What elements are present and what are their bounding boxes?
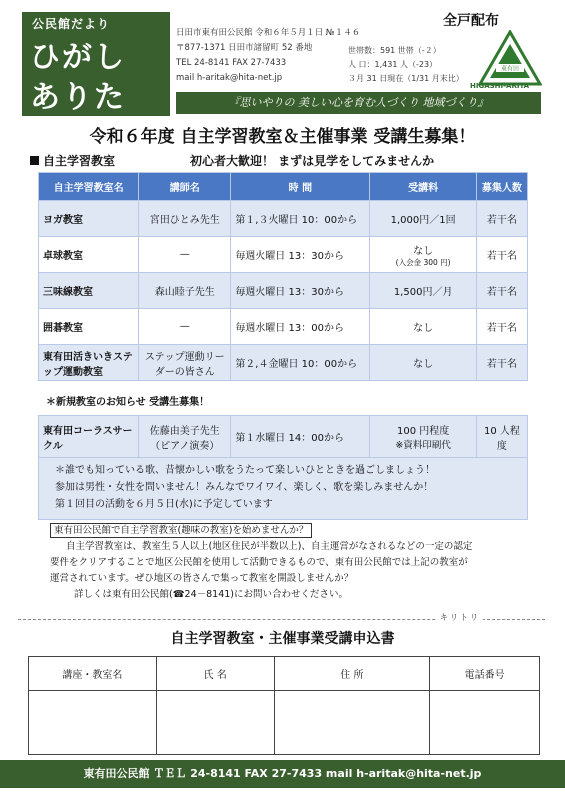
class-capacity: 若干名 [476, 237, 527, 273]
newsletter-subtitle: 公民館だより [32, 17, 111, 31]
chorus-section [38, 415, 528, 520]
page-headline: 令和６年度 自主学習教室＆主催事業 受講生募集！ [89, 127, 476, 147]
distribution-label: 全戸配布 [443, 13, 499, 29]
community-logo-icon [478, 30, 542, 86]
class-capacity: 若干名 [476, 201, 527, 237]
section-label [30, 152, 115, 169]
new-class-label: ＊新規教室のお知らせ 受講生募集！ [46, 397, 210, 408]
form-phone-field[interactable] [430, 691, 540, 755]
class-fee: なし [370, 345, 476, 381]
issue-info [176, 26, 360, 86]
form-name-field[interactable] [156, 691, 274, 755]
class-teacher: 森山睦子先生 [139, 273, 231, 309]
section-label-text: 自主学習教室 [43, 154, 116, 168]
class-teacher: 宮田ひとみ先生 [139, 201, 231, 237]
class-name: 三味線教室 [39, 273, 139, 309]
class-name: 東有田活きいきステップ運動教室 [39, 345, 139, 381]
header-capacity: 募集人数 [476, 173, 527, 201]
class-time: 第１,３火曜日 10：00から [231, 201, 370, 237]
class-teacher: — [139, 237, 231, 273]
header-time: 時 間 [231, 173, 370, 201]
chorus-time: 第１水曜日 14：00から [231, 416, 370, 458]
class-fee: 1,500円／月 [370, 273, 476, 309]
chorus-desc-line: 参加は男性・女性を問いません！みんなでワイワイ、楽しく、歌を楽しみませんか！ [55, 482, 434, 493]
address-line: 〒877-1371 日田市諸留町 52 番地 [176, 43, 313, 53]
chorus-teacher: 佐藤由美子先生（ピアノ演奏） [139, 416, 231, 458]
form-col-address: 住 所 [274, 657, 430, 691]
info-line: 自主学習教室は、教室生５人以上(地区住民が半数以上)、自主運営がなされるなどの一定の認定 [66, 541, 473, 552]
info-contact-line: 詳しくは東有田公民館(☎24－8141)にお問い合わせください。 [74, 589, 349, 600]
info-line: 運営されています。ぜひ地区の皆さんで集って教室を開設しませんか？ [50, 573, 354, 584]
chorus-description [38, 458, 528, 520]
class-teacher: — [139, 309, 231, 345]
class-fee: なし [413, 245, 434, 257]
population-stats [348, 44, 464, 86]
issue-line: 日田市東有田公民館 令和６年５月１日 №１４６ [176, 28, 361, 38]
chorus-desc-line: ＊誰でも知っている歌、昔懐かしい歌をうたって楽しいひとときを過ごしましょう！ [55, 465, 435, 476]
header-teacher: 講師名 [139, 173, 231, 201]
classes-table [38, 172, 528, 381]
slogan-banner: 『思いやりの 美しい心を育む人づくり 地域づくり』 [176, 92, 541, 114]
table-header-row [39, 173, 528, 201]
class-name: 卓球教室 [39, 237, 139, 273]
chorus-table [38, 415, 528, 458]
form-title: 自主学習教室・主催事業受講申込書 [170, 631, 395, 647]
cut-label: キリトリ [437, 612, 483, 623]
application-form-table [28, 656, 540, 755]
chorus-fee: 100 円程度 [397, 426, 450, 437]
table-row [39, 273, 528, 309]
welcome-message: 初心者大歓迎！ まずは見学をしてみませんか [190, 154, 435, 168]
mail-line: mail h-aritak@hita-net.jp [176, 73, 283, 83]
table-row [39, 309, 528, 345]
form-col-phone: 電話番号 [430, 657, 540, 691]
chorus-desc-line: 第１回目の活動を６月５日(水)に予定しています [55, 499, 273, 510]
class-capacity: 若干名 [476, 345, 527, 381]
masthead [22, 12, 170, 116]
chorus-fee-cell [370, 416, 476, 458]
class-name: ヨガ教室 [39, 201, 139, 237]
table-row [39, 237, 528, 273]
class-name: 囲碁教室 [39, 309, 139, 345]
class-time: 毎週水曜日 13：00から [231, 309, 370, 345]
class-teacher: ステップ運動リーダーの皆さん [139, 345, 231, 381]
header-fee: 受講料 [370, 173, 476, 201]
chorus-capacity: 10 人程度 [476, 416, 527, 458]
chorus-name: 東有田コーラスサークル [39, 416, 139, 458]
households-stat: 世帯数：591 世帯（-２） [348, 46, 441, 55]
newsletter-title-line1: ひがし [30, 40, 126, 75]
info-section [50, 523, 520, 603]
class-fee: なし [370, 309, 476, 345]
stats-date: ３月 31 日現在（1/31 月末比） [348, 74, 464, 83]
class-capacity: 若干名 [476, 309, 527, 345]
class-capacity: 若干名 [476, 273, 527, 309]
form-entry-row[interactable] [29, 691, 540, 755]
table-row [39, 201, 528, 237]
class-time: 毎週火曜日 13：30から [231, 237, 370, 273]
class-time: 毎週火曜日 13：30から [231, 273, 370, 309]
logo-text: HIGASHI-ARITA [470, 82, 530, 90]
square-bullet-icon [30, 156, 39, 165]
form-header-row [29, 657, 540, 691]
class-fee: 1,000円／1回 [370, 201, 476, 237]
class-fee-cell [370, 237, 476, 273]
population-stat: 人 口：1,431 人（-23） [348, 60, 438, 69]
form-address-field[interactable] [274, 691, 430, 755]
table-row [39, 345, 528, 381]
class-fee-note: (入会金 300 円) [395, 257, 451, 267]
chorus-fee-note: ※資料印刷代 [395, 440, 451, 451]
header-name: 自主学習教室名 [39, 173, 139, 201]
form-col-course: 講座・教室名 [29, 657, 157, 691]
logo-badge: 東有田 [500, 65, 520, 73]
table-row [39, 416, 528, 458]
form-course-field[interactable] [29, 691, 157, 755]
info-line: 要件をクリアすることで地区公民館を使用して活動できるもので、東有田公民館では上記の教室が [50, 557, 468, 568]
contact-line: TEL 24-8141 FAX 27-7433 [176, 58, 287, 68]
info-boxed-heading: 東有田公民館で自主学習教室(趣味の教室)を始めませんか？ [50, 523, 312, 538]
class-time: 第２,４金曜日 10：00から [231, 345, 370, 381]
newsletter-title-line2: ありた [30, 80, 126, 115]
form-col-name: 氏 名 [156, 657, 274, 691]
footer-contact: 東有田公民館 ＴＥＬ 24-8141 FAX 27-7433 mail h-aritak@hita-net.jp [0, 760, 565, 788]
